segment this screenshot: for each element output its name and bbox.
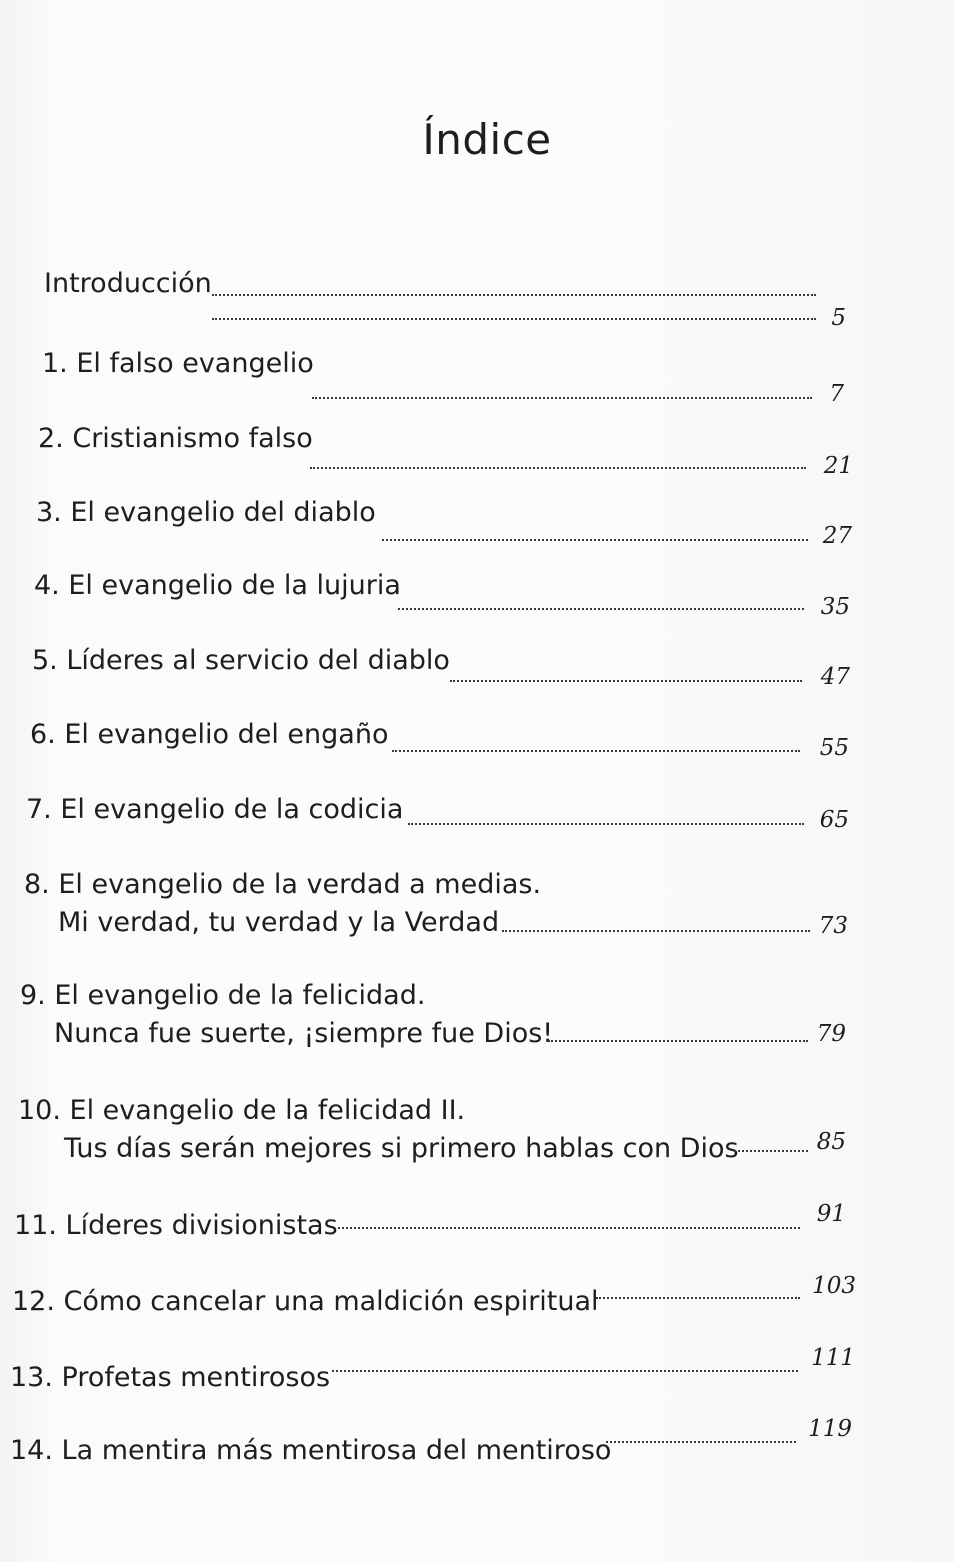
dot-leader [212, 294, 816, 296]
page-number: 47 [820, 664, 850, 690]
toc-entry-title: 14. La mentira más mentirosa del mentiroso [10, 1435, 612, 1466]
page-number: 5 [831, 305, 846, 331]
toc-entry-subtitle: Mi verdad, tu verdad y la Verdad [58, 907, 500, 938]
page-number: 91 [816, 1201, 846, 1227]
dot-leader [606, 1441, 796, 1443]
page-number: 27 [822, 523, 852, 549]
toc-entry-8 [24, 866, 541, 942]
toc-entry-subtitle: Nunca fue suerte, ¡siempre fue Dios! [54, 1018, 554, 1049]
page-title: Índice [422, 115, 552, 164]
dot-leader [450, 680, 802, 682]
toc-entry-1 [42, 345, 314, 383]
page-number: 7 [829, 381, 844, 407]
page-number: 119 [808, 1416, 852, 1442]
toc-entry-4 [34, 567, 401, 605]
dot-leader [312, 397, 812, 399]
dot-leader [382, 539, 808, 541]
toc-entry-title: 12. Cómo cancelar una maldición espiritual [12, 1286, 599, 1317]
dot-leader [398, 608, 804, 610]
dot-leader [596, 1297, 800, 1299]
toc-entry-title: 5. Líderes al servicio del diablo [32, 645, 450, 676]
toc-entry-12 [12, 1283, 599, 1321]
toc-entry-title: Introducción [44, 268, 212, 299]
dot-leader [338, 1227, 800, 1229]
toc-entry-title: 13. Profetas mentirosos [10, 1362, 331, 1393]
toc-entry-title: 3. El evangelio del diablo [36, 497, 376, 528]
toc-entry-title: 2. Cristianismo falso [38, 423, 313, 454]
toc-entry-10 [18, 1092, 739, 1168]
toc-entry-title: 4. El evangelio de la lujuria [34, 570, 401, 601]
toc-entry-introduccion [44, 265, 212, 303]
dot-leader [408, 823, 804, 825]
toc-entry-title: 11. Líderes divisionistas [14, 1210, 338, 1241]
toc-entry-11 [14, 1207, 338, 1245]
toc-entry-9 [20, 977, 553, 1053]
page-number: 73 [818, 913, 848, 939]
dot-leader [332, 1370, 798, 1372]
toc-entry-2 [38, 420, 313, 458]
page-number: 85 [816, 1129, 846, 1155]
dot-leader [310, 467, 806, 469]
page-number: 21 [823, 453, 853, 479]
page-number: 111 [811, 1345, 855, 1371]
dot-leader [212, 318, 816, 320]
toc-entry-13 [10, 1359, 330, 1397]
page-number: 79 [816, 1021, 846, 1047]
page-number: 55 [819, 735, 849, 761]
toc-entry-5 [32, 642, 450, 680]
page-number: 35 [820, 594, 850, 620]
toc-entry-title: 8. El evangelio de la verdad a medias. [24, 869, 542, 900]
toc-entry-6 [30, 716, 388, 754]
page-number: 65 [819, 807, 849, 833]
toc-entry-7 [26, 791, 403, 829]
toc-entry-title: 10. El evangelio de la felicidad II. [18, 1095, 466, 1126]
toc-entry-title: 1. El falso evangelio [42, 348, 314, 379]
toc-entry-3 [36, 494, 376, 532]
toc-entry-title: 7. El evangelio de la codicia [26, 794, 404, 825]
dot-leader [502, 930, 810, 932]
toc-entry-subtitle: Tus días serán mejores si primero hablas con Dios [64, 1133, 739, 1164]
page-number: 103 [812, 1273, 856, 1299]
toc-entry-14 [10, 1432, 611, 1470]
toc-entry-title: 6. El evangelio del engaño [30, 719, 389, 750]
dot-leader [392, 750, 800, 752]
toc-entry-title: 9. El evangelio de la felicidad. [20, 980, 426, 1011]
dot-leader [548, 1040, 808, 1042]
